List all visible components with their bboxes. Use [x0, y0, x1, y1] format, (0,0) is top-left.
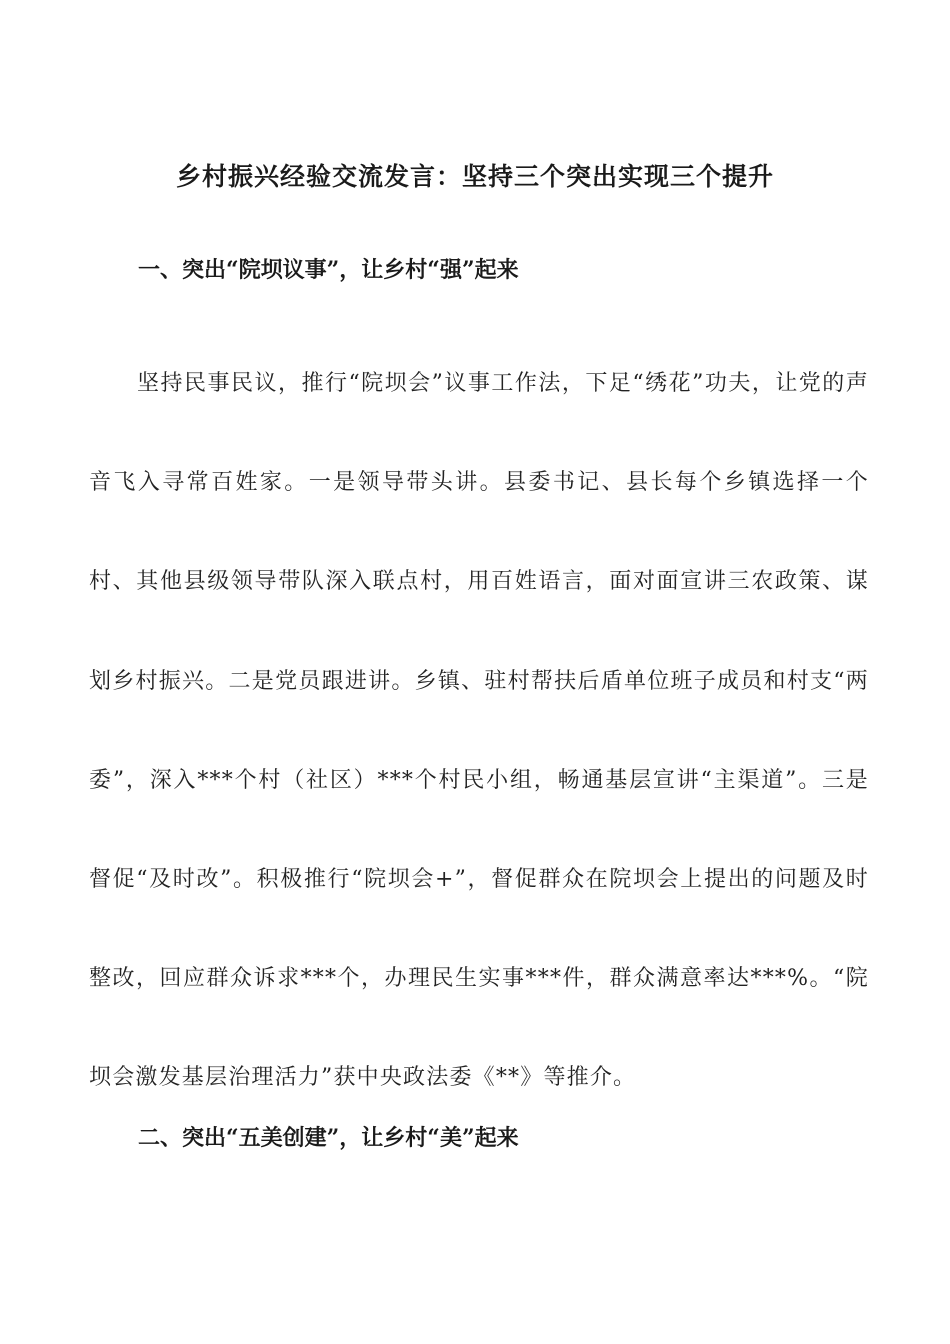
section-heading-1: 一、突出“院坝议事”，让乡村“强”起来 — [138, 257, 519, 283]
document-title: 乡村振兴经验交流发言：坚持三个突出实现三个提升 — [175, 162, 774, 191]
section-1-paragraph: 坚持民事民议，推行“院坝会”议事工作法，下足“绣花”功夫，让党的声音飞入寻常百姓家。一是领导带头讲。县委书记、县长每个乡镇选择一个村、其他县级领导带队深入联点村，用百姓语言，面对面宣讲三农政策、谋划乡村振兴。二是党员跟进讲。乡镇、驻村帮扶后盾单位班子成员和村支“两委”，深入***个村（社区）***个村民小组，畅通基层宣讲“主渠道”。三是督促“及时改”。积极推行“院坝会+”，督促群众在院坝会上提出的问题及时整改，回应群众诉求***个，办理民生实事***件，群众满意率达***%。“院坝会激发基层治理活力”获中央政法委《**》等推介。 — [89, 371, 869, 1091]
section-heading-2: 二、突出“五美创建”，让乡村“美”起来 — [138, 1125, 519, 1151]
